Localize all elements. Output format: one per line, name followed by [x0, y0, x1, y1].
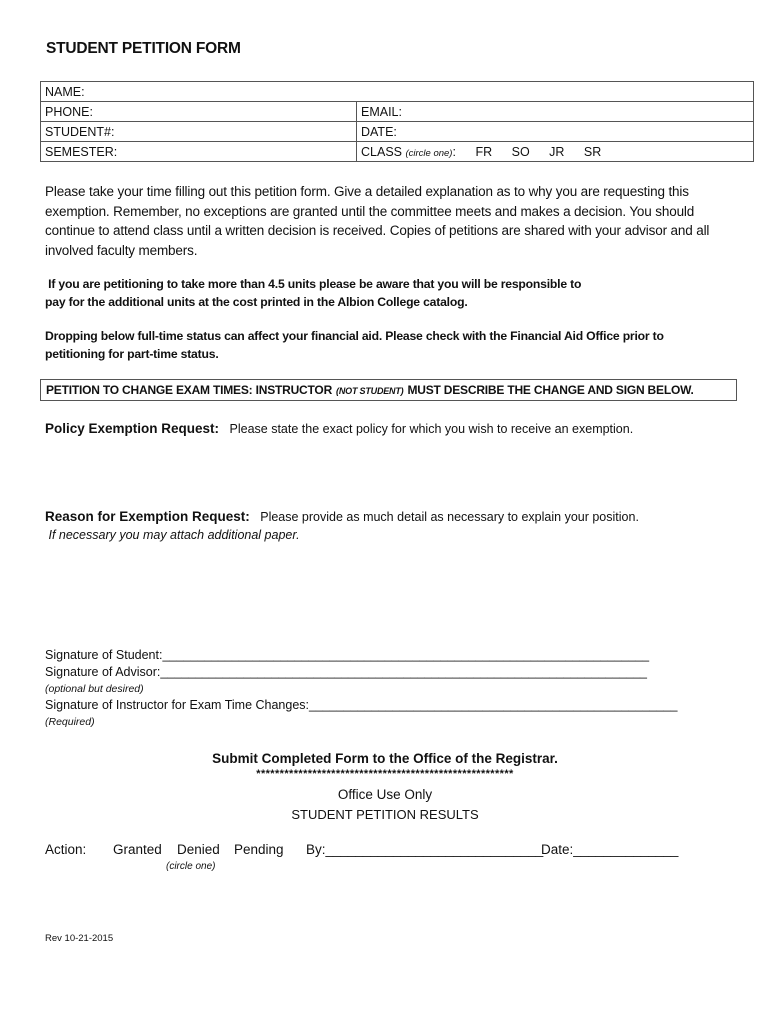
date-field[interactable]	[357, 122, 754, 142]
advisor-signature-line[interactable]: Signature of Advisor:______________________________________________________________________	[45, 665, 647, 679]
name-label: NAME:	[45, 84, 85, 99]
reason-exemption-label: Reason for Exemption Request:	[45, 509, 250, 524]
advisor-optional-note: (optional but desired)	[45, 683, 144, 695]
petition-results-heading: STUDENT PETITION RESULTS	[291, 807, 479, 822]
phone-label: PHONE:	[45, 104, 93, 119]
class-field[interactable]	[357, 142, 754, 162]
class-option-fr[interactable]: FR	[475, 144, 493, 159]
exam-notice-part2: MUST DESCRIBE THE CHANGE AND SIGN BELOW.	[407, 383, 694, 397]
financial-aid-note	[45, 327, 745, 363]
date-label: DATE:	[361, 124, 397, 139]
policy-exemption-section[interactable]	[45, 420, 633, 438]
class-option-jr[interactable]: JR	[549, 144, 565, 159]
form-title: STUDENT PETITION FORM	[46, 40, 241, 57]
action-granted[interactable]: Granted	[113, 842, 162, 857]
aid-note-line2: petitioning for part-time status.	[45, 347, 219, 361]
class-hint: (circle one)	[405, 147, 453, 159]
class-option-sr[interactable]: SR	[583, 144, 602, 159]
units-note-line1: If you are petitioning to take more than 4.5 units please be aware that you will be responsible to	[45, 277, 582, 291]
action-label: Action:	[45, 842, 87, 857]
instructions-paragraph: Please take your time filling out this petition form. Give a detailed explanation as to why you are requesting this exemption. Remember, no exceptions are granted until the committee meets and makes a decision. You should continue to attend class until a written decision is received. Copies of petitions are shared with your advisor and all involved faculty members.	[45, 184, 710, 258]
action-circle-hint: (circle one)	[166, 861, 216, 872]
attach-paper-note: If necessary you may attach additional paper.	[45, 528, 300, 542]
action-denied[interactable]: Denied	[177, 842, 220, 857]
policy-exemption-label: Policy Exemption Request:	[45, 421, 220, 436]
aid-note-line1: Dropping below full-time status can affect your financial aid. Please check with the Financial Aid Office prior to	[45, 329, 664, 343]
student-number-label: STUDENT#:	[45, 124, 115, 139]
class-option-so[interactable]: SO	[511, 144, 530, 159]
units-note-line2: pay for the additional units at the cost printed in the Albion College catalog.	[45, 295, 468, 309]
office-use-heading: Office Use Only	[337, 787, 433, 802]
email-field[interactable]	[357, 102, 754, 122]
student-signature-line[interactable]: Signature of Student:______________________________________________________________________	[45, 648, 650, 662]
exam-notice-part1: PETITION TO CHANGE EXAM TIMES: INSTRUCTOR	[46, 383, 333, 397]
reason-exemption-section[interactable]	[45, 508, 639, 542]
action-pending[interactable]: Pending	[234, 842, 284, 857]
decision-date-line[interactable]: Date:______________	[541, 842, 679, 857]
policy-exemption-text: Please state the exact policy for which you wish to receive an exemption.	[229, 422, 634, 436]
reviewed-by-line[interactable]: By:_____________________________	[306, 842, 544, 857]
class-label: CLASS	[361, 144, 402, 159]
exam-change-notice	[40, 379, 737, 401]
phone-field[interactable]	[41, 102, 357, 122]
units-note	[45, 275, 745, 311]
email-label: EMAIL:	[361, 104, 402, 119]
student-info-table	[40, 81, 754, 162]
student-number-field[interactable]	[41, 122, 357, 142]
submit-instruction: Submit Completed Form to the Office of the Registrar.	[212, 751, 558, 766]
class-colon: :	[452, 144, 456, 159]
instructor-signature-line[interactable]: Signature of Instructor for Exam Time Changes:_____________________________________________________	[45, 698, 678, 712]
not-student-note: (NOT STUDENT)	[336, 386, 404, 396]
stars-divider: *******************************************************	[256, 768, 514, 780]
revision-date: Rev 10-21-2015	[45, 933, 114, 944]
reason-exemption-text: Please provide as much detail as necessary to explain your position.	[260, 510, 639, 524]
semester-field[interactable]	[41, 142, 357, 162]
name-field[interactable]	[41, 82, 754, 102]
semester-label: SEMESTER:	[45, 144, 118, 159]
instructor-required-note: (Required)	[45, 716, 95, 728]
